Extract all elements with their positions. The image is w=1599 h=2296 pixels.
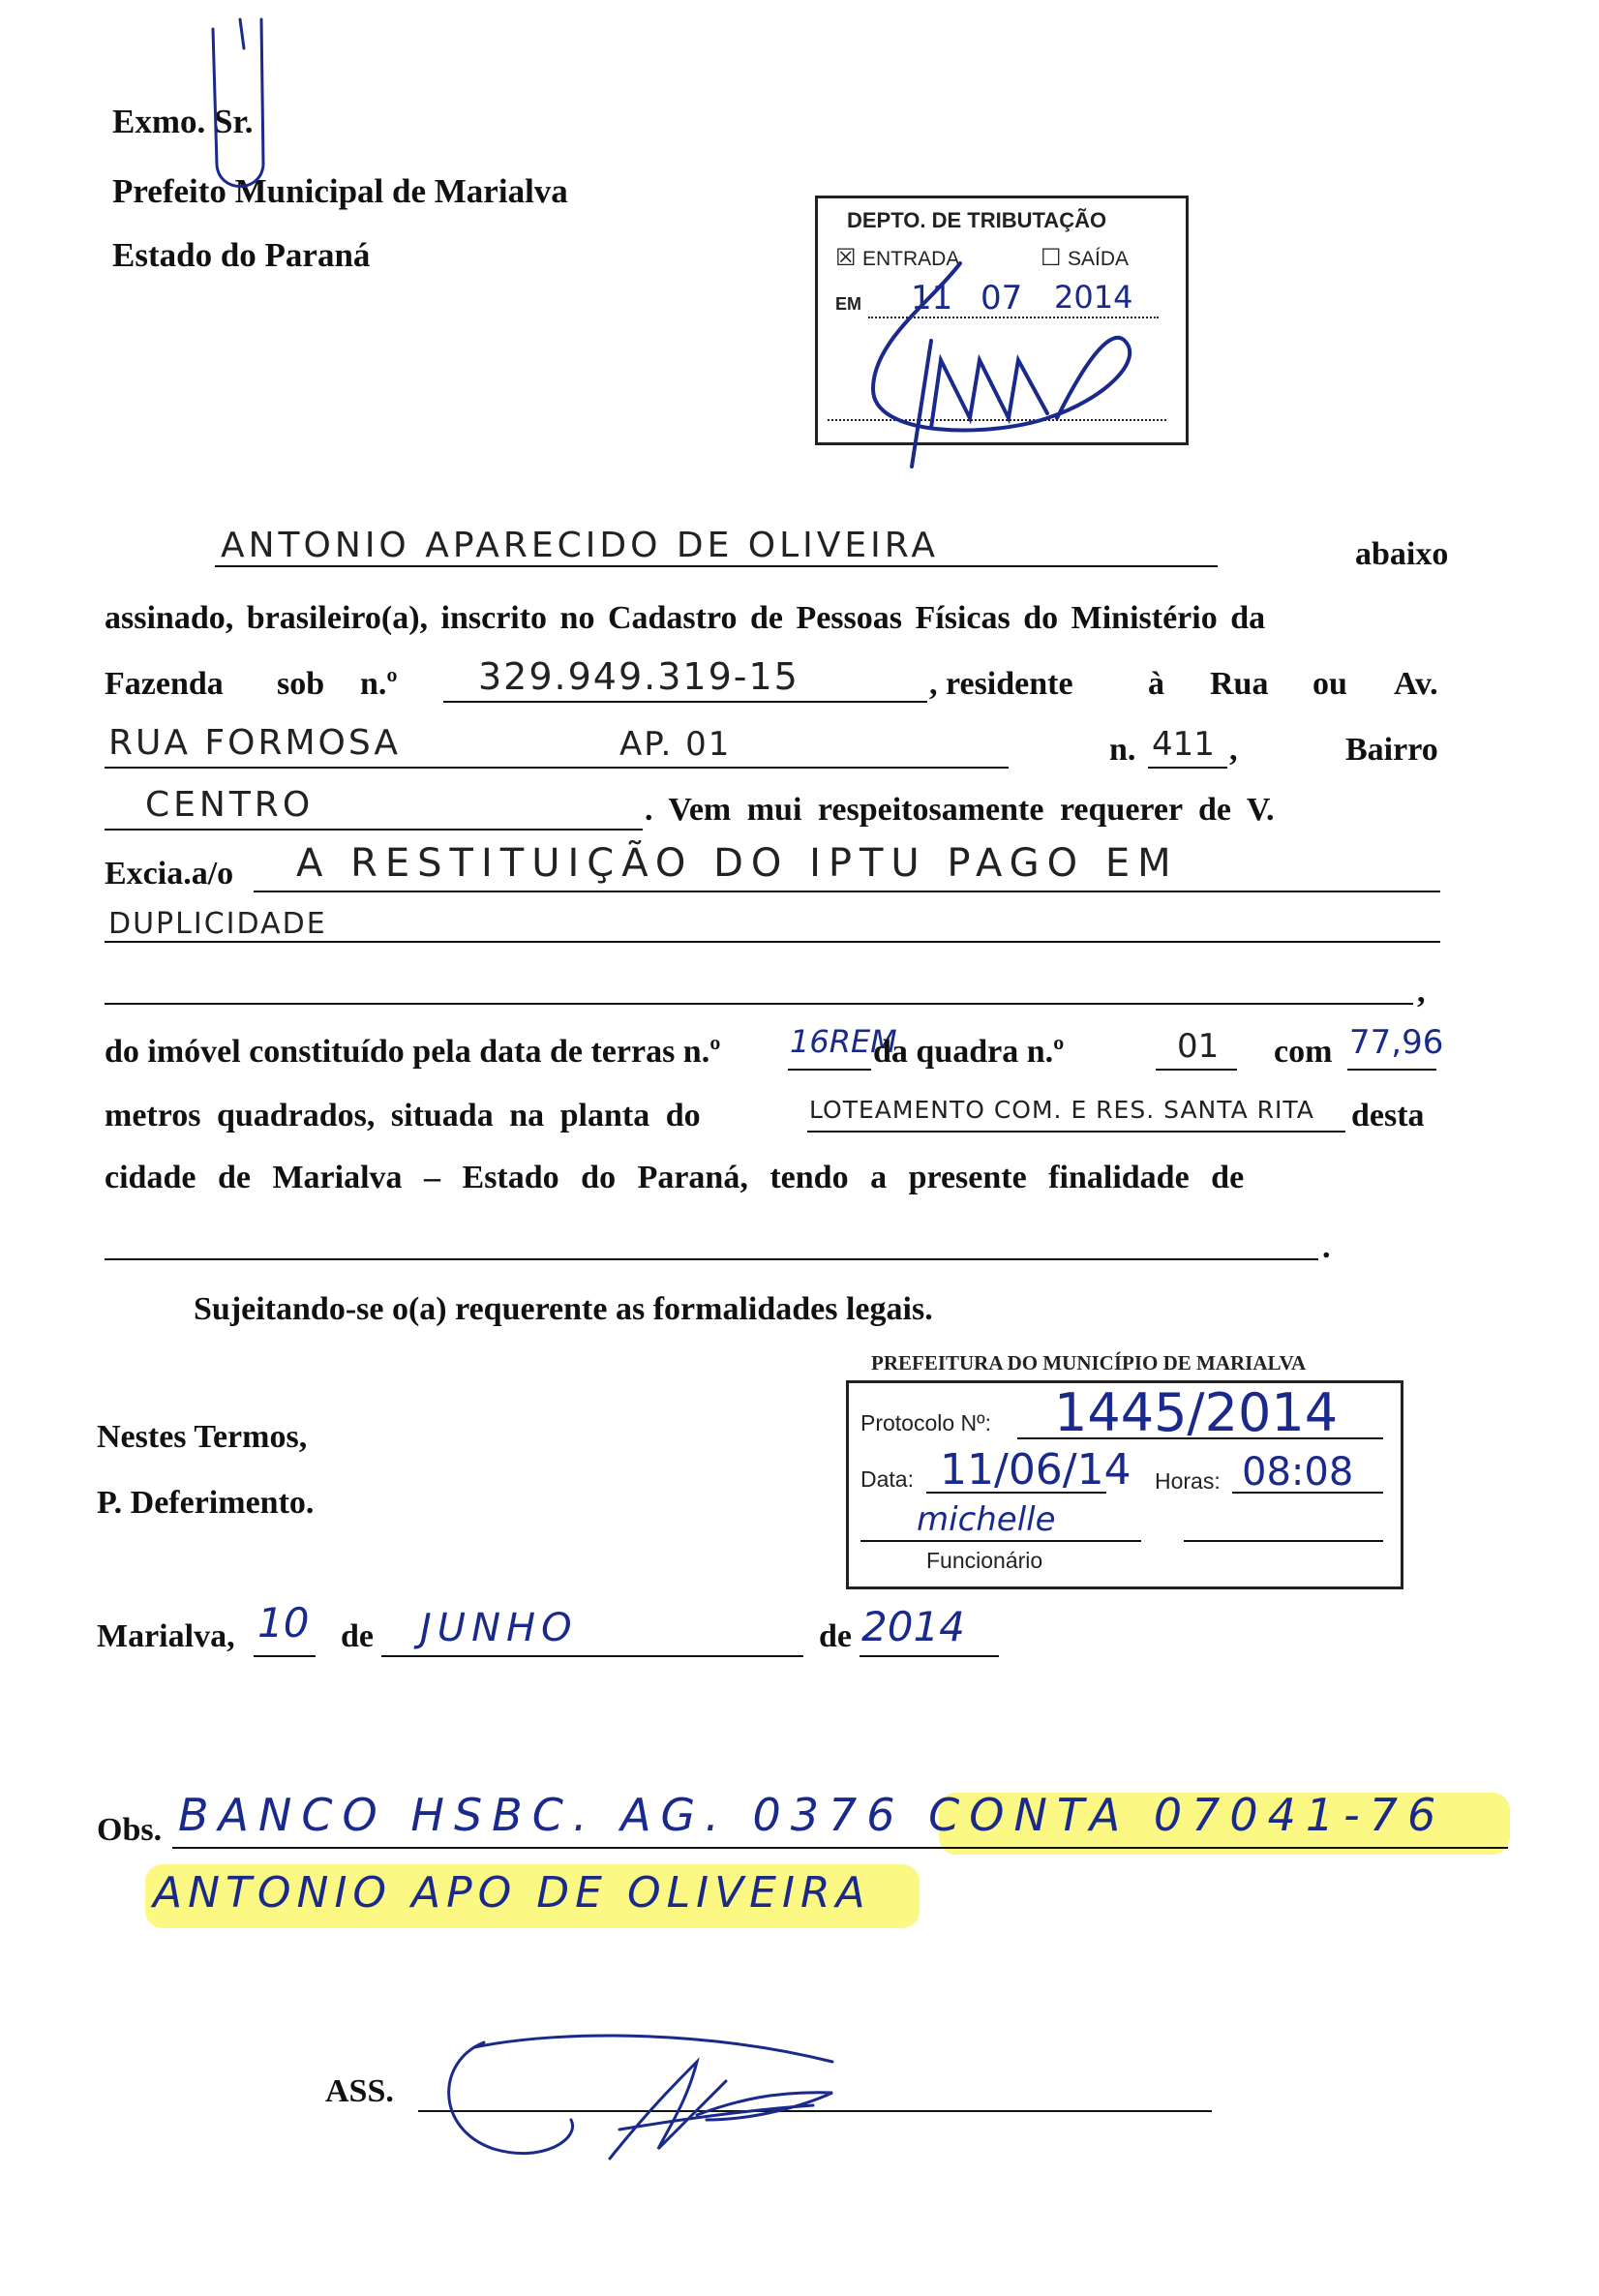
applicant-signature [426, 2023, 871, 2168]
label-comma: , [1229, 732, 1238, 768]
clerk-line [860, 1540, 1141, 1542]
salutation: Exmo. Sr. [112, 103, 254, 140]
street-complement: AP. 01 [619, 725, 732, 764]
entry-date-year: 2014 [1054, 279, 1133, 316]
area-line [1347, 1069, 1436, 1071]
label-sob: sob [277, 666, 325, 702]
label-rua: Rua [1210, 666, 1269, 702]
saida-checkbox: ☐ [1041, 245, 1062, 271]
request-value-1: A RESTITUIÇÃO DO IPTU PAGO EM [296, 841, 1179, 886]
block-line [1156, 1069, 1237, 1071]
day-value: 10 [257, 1599, 310, 1646]
name-line [215, 565, 1218, 567]
lot-number: 16REM [790, 1023, 897, 1060]
entry-stamp-signature [815, 196, 1183, 486]
label-nestes-termos: Nestes Termos, [97, 1419, 308, 1455]
label-metros: metros quadrados, situada na planta do [105, 1098, 701, 1133]
month-value: JUNHO [420, 1606, 578, 1650]
label-ou: ou [1312, 666, 1347, 702]
date-prefix: EM [835, 294, 861, 314]
label-cidade: cidade de Marialva – Estado do Paraná, tendo a presente finalidade de [105, 1160, 1245, 1195]
label-de-2: de [819, 1618, 852, 1654]
number-line [1148, 767, 1227, 769]
subdivision-value: LOTEAMENTO COM. E RES. SANTA RITA [809, 1096, 1314, 1124]
protocol-value: 1445/2014 [1054, 1382, 1339, 1443]
label-sujeitando: Sujeitando-se o(a) requerente as formalidades legais. [194, 1291, 933, 1327]
request-value-2: DUPLICIDADE [108, 907, 327, 941]
request-line-3 [105, 1003, 1413, 1005]
label-vem: . Vem mui respeitosamente requerer de V. [645, 792, 1275, 828]
lot-line [788, 1069, 871, 1071]
obs-line [172, 1847, 1508, 1849]
house-number: 411 [1152, 725, 1215, 764]
obs-line-1: BANCO HSBC. AG. 0376 CONTA 07041-76 [178, 1789, 1446, 1841]
label-fazenda: Fazenda [105, 666, 224, 702]
label-a: à [1148, 666, 1164, 702]
cpf-line [443, 701, 927, 703]
state: Estado do Paraná [112, 236, 371, 274]
label-excia: Excia.a/o [105, 856, 234, 891]
neighborhood-value: CENTRO [145, 785, 315, 825]
protocol-stamp-title: PREFEITURA DO MUNICÍPIO DE MARIALVA [871, 1351, 1307, 1375]
protocol-label: Protocolo Nº: [860, 1410, 991, 1435]
purpose-line [105, 1258, 1318, 1260]
date-label: Data: [860, 1466, 914, 1492]
cpf-value: 329.949.319-15 [478, 655, 800, 698]
label-de-1: de [341, 1618, 374, 1654]
street-line [105, 767, 1009, 769]
year-line [860, 1655, 999, 1657]
label-assinado: assinado, brasileiro(a), inscrito no Cadastro de Pessoas Físicas do Ministério da [105, 600, 1266, 636]
label-desta: desta [1351, 1098, 1425, 1133]
entry-date-day: 11 [911, 279, 953, 317]
label-numero: n.º [360, 666, 398, 702]
subdivision-line [807, 1131, 1345, 1133]
block-number: 01 [1177, 1027, 1220, 1066]
label-abaixo: abaixo [1355, 536, 1449, 572]
entry-stamp-department: DEPTO. DE TRIBUTAÇÃO [847, 208, 1107, 232]
saida-label: SAÍDA [1068, 248, 1130, 270]
obs-line-2: ANTONIO APO DE OLIVEIRA [153, 1868, 871, 1918]
hours-value: 08:08 [1242, 1450, 1354, 1495]
recipient: Prefeito Municipal de Marialva [112, 172, 568, 210]
neighborhood-line [105, 829, 643, 831]
label-residente: , residente [929, 666, 1073, 702]
day-line [254, 1655, 316, 1657]
request-line-1 [254, 891, 1440, 892]
label-period: . [1322, 1229, 1331, 1265]
clerk-line-right [1184, 1540, 1383, 1542]
street-value: RUA FORMOSA [108, 723, 402, 763]
clerk-signature: michelle [917, 1500, 1056, 1539]
hours-label: Horas: [1155, 1468, 1221, 1494]
header-pen-mark [194, 10, 290, 203]
month-line [381, 1655, 803, 1657]
label-quadra: da quadra n.º [873, 1034, 1065, 1070]
entry-date-month: 07 [981, 279, 1023, 317]
label-ass: ASS. [325, 2073, 394, 2109]
label-com: com [1274, 1034, 1333, 1070]
label-trailing-comma: , [1417, 974, 1426, 1010]
label-number: n. [1109, 732, 1136, 768]
clerk-label: Funcionário [926, 1548, 1043, 1573]
area-value: 77,96 [1349, 1023, 1444, 1062]
label-imovel: do imóvel constituído pela data de terras n.º [105, 1034, 721, 1070]
entrada-checkbox: ☒ [835, 245, 857, 271]
year-value: 2014 [861, 1603, 965, 1650]
label-av: Av. [1394, 666, 1438, 702]
label-marialva: Marialva, [97, 1618, 235, 1654]
protocol-date-value: 11/06/14 [940, 1445, 1131, 1495]
label-bairro: Bairro [1345, 732, 1438, 768]
protocol-stamp [846, 1380, 1403, 1589]
label-deferimento: P. Deferimento. [97, 1485, 315, 1521]
label-obs: Obs. [97, 1812, 163, 1848]
applicant-name: ANTONIO APARECIDO DE OLIVEIRA [221, 526, 939, 565]
entrada-label: ENTRADA [862, 248, 960, 270]
request-line-2 [105, 941, 1440, 943]
